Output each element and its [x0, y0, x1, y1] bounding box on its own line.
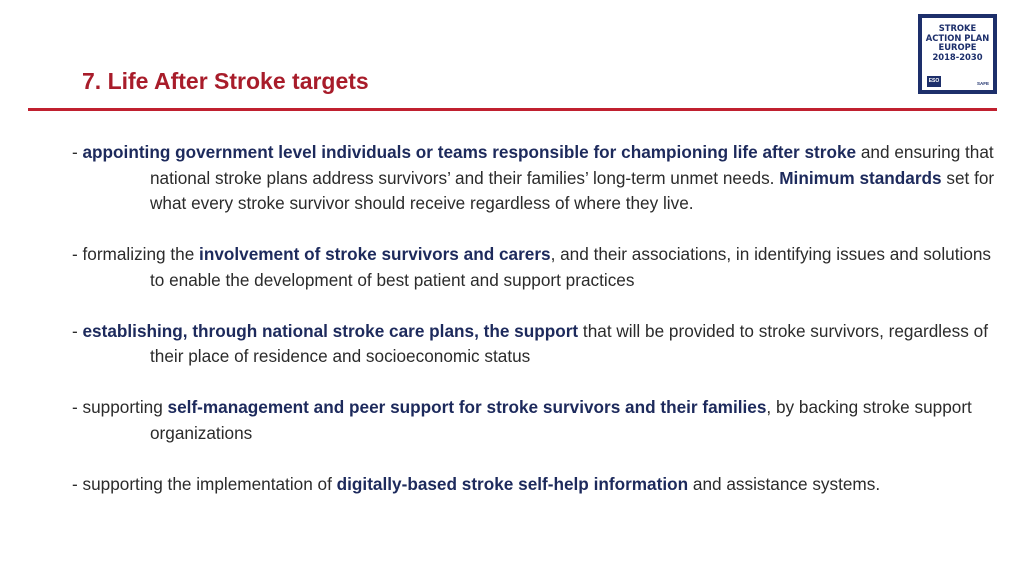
bullet-item [72, 472, 1002, 498]
bullet-segment: - supporting [72, 397, 168, 417]
bullet-emphasis: digitally-based stroke self-help information [336, 473, 689, 494]
logo-line: EUROPE [938, 42, 977, 53]
bullet-segment: - formalizing the [72, 244, 200, 264]
bullet-segment: and assistance systems. [688, 473, 881, 494]
stroke-action-plan-logo [918, 14, 997, 94]
slide-title: 7. Life After Stroke targets [82, 68, 369, 94]
logo-line: ACTION PLAN [925, 32, 990, 43]
logo-inner [922, 18, 993, 90]
bullet-segment: set for what every stroke survivor should receive regardless of where they live. [150, 167, 995, 213]
bullet-item [72, 395, 1002, 446]
bullet-segment: , by backing stroke support organizations [150, 397, 972, 443]
bullet-item [72, 140, 1002, 217]
bullet-list [72, 140, 1002, 523]
logo-text [922, 24, 993, 62]
bullet-emphasis: involvement of stroke survivors and carers [199, 244, 551, 264]
logo-line: 2018-2030 [932, 51, 983, 62]
bullet-emphasis: self-management and peer support for stroke survivors and their families [167, 397, 767, 417]
bullet-segment: - [72, 320, 83, 341]
bullet-segment: - [72, 142, 83, 162]
bullet-item [72, 319, 1002, 370]
bullet-emphasis: appointing government level individuals or teams responsible for championing life after stroke [82, 142, 857, 162]
bullet-item [72, 242, 1002, 293]
bullet-segment: and ensuring that national stroke plans address survivors’ and their families’ long-term unmet needs. [150, 142, 994, 188]
bullet-segment: - supporting the implementation of [72, 473, 337, 494]
logo-line: STROKE [938, 23, 977, 33]
bullet-segment: that will be provided to stroke survivors, regardless of their place of residence and socioeconomic status [150, 320, 988, 366]
eso-logo-mark: ESO [927, 76, 941, 87]
bullet-emphasis: establishing, through national stroke care plans, the support [82, 320, 579, 341]
bullet-segment: , and their associations, in identifying issues and solutions to enable the development of best patient and support practices [150, 244, 992, 290]
title-divider [28, 108, 997, 111]
safe-logo-mark: SAFE [976, 81, 989, 86]
bullet-emphasis: Minimum standards [779, 167, 942, 188]
